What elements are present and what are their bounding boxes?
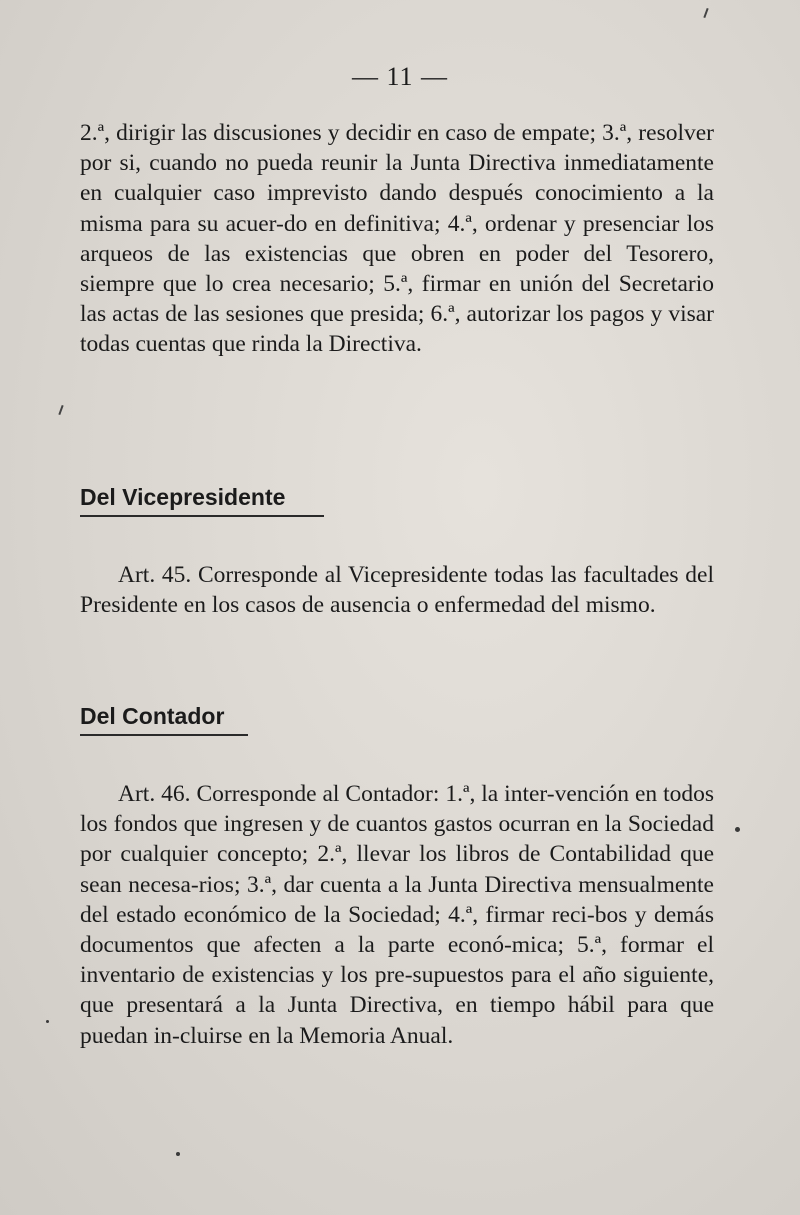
paper-mark bbox=[58, 405, 63, 415]
page-number: — 11 — bbox=[351, 62, 449, 91]
paper-speck bbox=[176, 1152, 180, 1156]
paper-speck bbox=[46, 1020, 49, 1023]
paragraph-art-45: Art. 45. Corresponde al Vicepresidente todas las facultades del Presidente en los casos de ausencia o enfermedad del mismo. bbox=[80, 562, 714, 619]
paragraph-presidente-duties: 2.ª, dirigir las discusiones y decidir en caso de empate; 3.ª, resolver por si, cuando no pueda reunir la Junta Directiva inmediatamente en cualquier caso imprevisto dando después conocimiento a la misma para su acuer-do en definitiva; 4.ª, ordenar y presenciar los arqueos de las existencias que obren en poder del Tesorero, siempre que lo crea necesario; 5.ª, firmar en unión del Secretario las actas de las sesiones que presida; 6.ª, autorizar los pagos y visar todas cuentas que rinda la Directiva. bbox=[80, 120, 714, 358]
paragraph-art-46: Art. 46. Corresponde al Contador: 1.ª, la inter-vención en todos los fondos que ingresen y de cuantos gastos ocurran en la Sociedad por cualquier concepto; 2.ª, llevar los libros de Contabilidad que sean necesa-rios; 3.ª, dar cuenta a la Junta Directiva mensualmente del estado económico de la Sociedad; 4.ª, firmar reci-bos y demás documentos que afecten a la parte econó-mica; 5.ª, formar el inventario de existencias y los pre-supuestos para el año siguiente, que presentará a la Junta Directiva, en tiempo hábil para que puedan in-cluirse en la Memoria Anual. bbox=[80, 781, 714, 1049]
paper-mark bbox=[703, 8, 708, 18]
paper-speck bbox=[735, 827, 740, 832]
heading-vicepresidente: Del Vicepresidente bbox=[80, 484, 324, 517]
heading-contador: Del Contador bbox=[80, 703, 248, 736]
